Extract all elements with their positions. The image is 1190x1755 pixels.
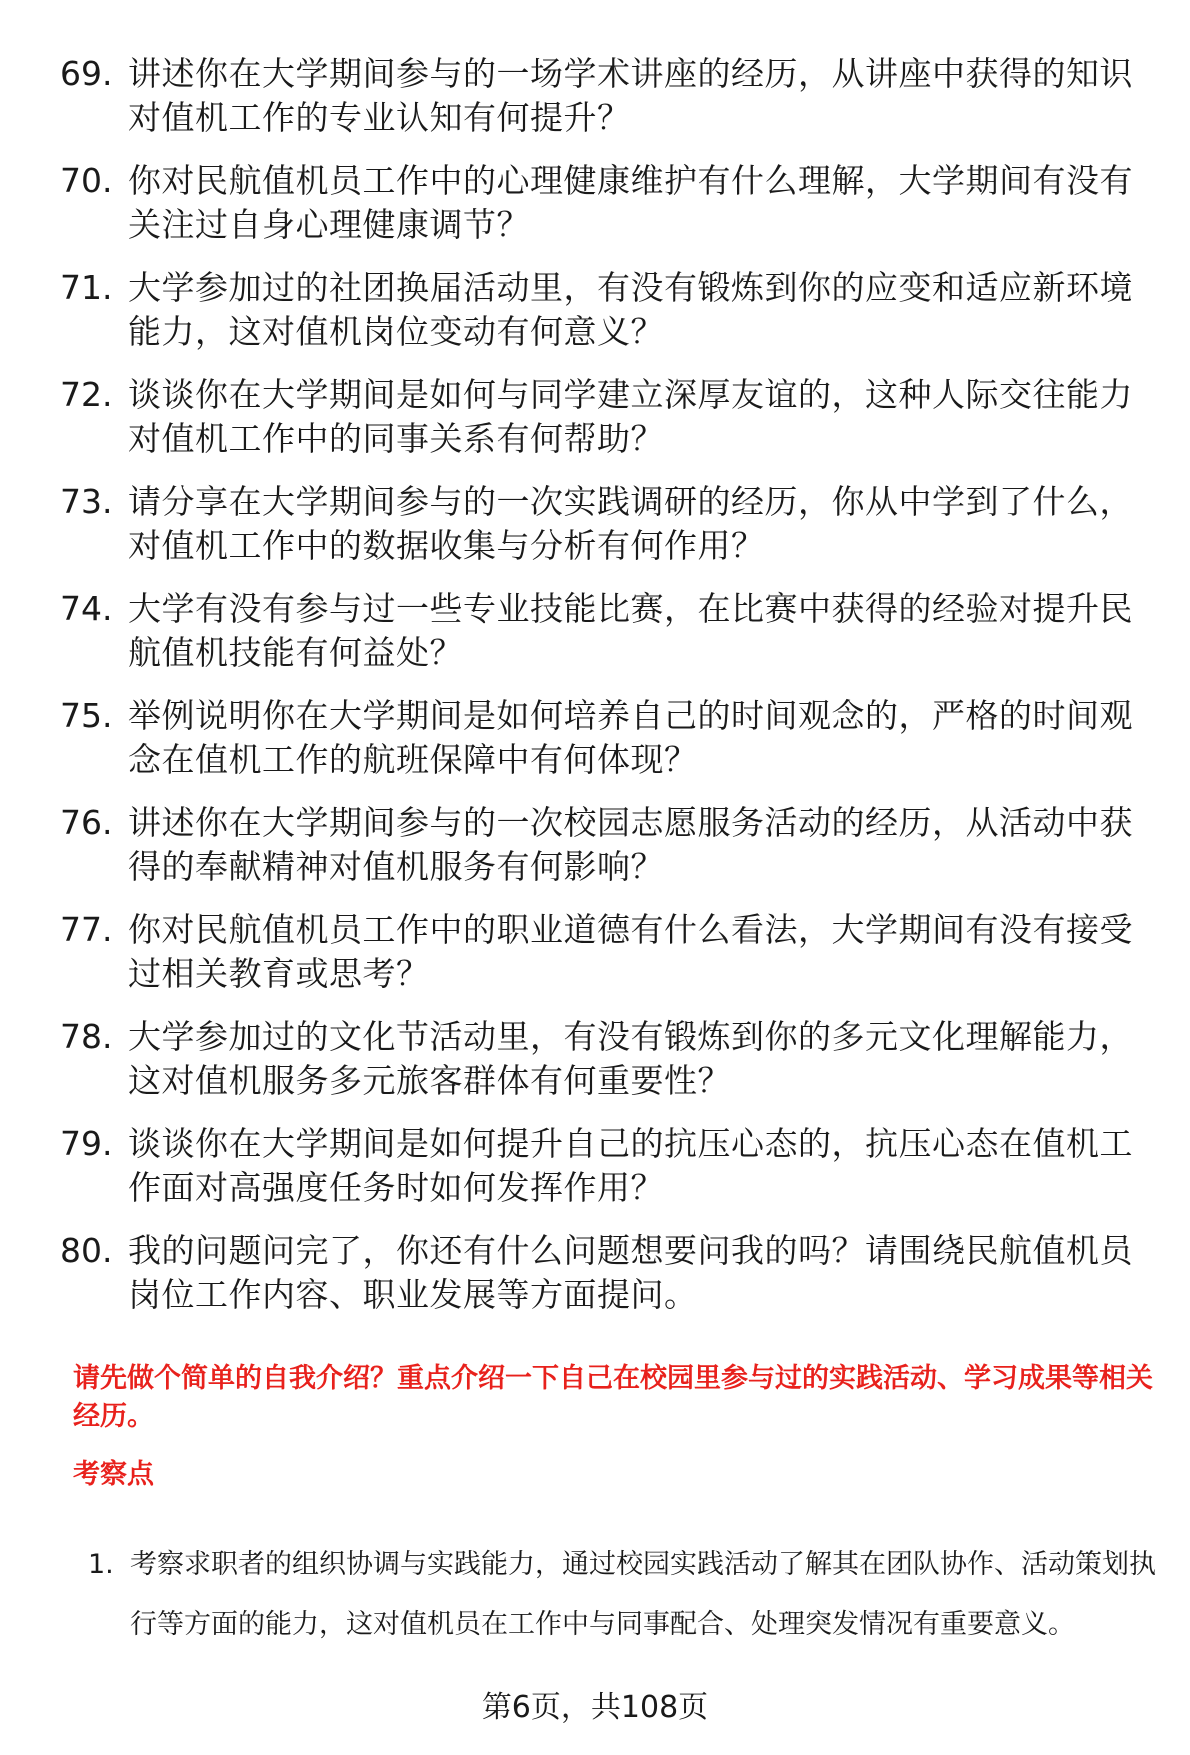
question-number: 80.: [60, 1231, 113, 1270]
list-item: [0, 908, 1190, 1015]
list-item: [0, 480, 1190, 587]
list-item: [0, 1122, 1190, 1229]
question-number: 73.: [60, 482, 113, 521]
question-number: 79.: [60, 1124, 113, 1163]
list-item: [0, 1015, 1190, 1122]
question-text: 举例说明你在大学期间是如何培养自己的时间观念的，严格的时间观念在值机工作的航班保障中有何体现？: [128, 696, 1133, 779]
question-text: 我的问题问完了，你还有什么问题想要问我的吗？请围绕民航值机员岗位工作内容、职业发展等方面提问。: [128, 1231, 1133, 1314]
point-text: 考察求职者的组织协调与实践能力，通过校园实践活动了解其在团队协作、活动策划执行等方面的能力，这对值机员在工作中与同事配合、处理突发情况有重要意义。: [130, 1549, 1156, 1640]
question-text: 大学有没有参与过一些专业技能比赛，在比赛中获得的经验对提升民航值机技能有何益处？: [128, 589, 1133, 672]
section-heading: 考察点: [73, 1459, 154, 1490]
question-text: 你对民航值机员工作中的心理健康维护有什么理解，大学期间有没有关注过自身心理健康调节？: [128, 161, 1133, 244]
list-item: [0, 694, 1190, 801]
question-number: 71.: [60, 268, 113, 307]
question-text: 你对民航值机员工作中的职业道德有什么看法，大学期间有没有接受过相关教育或思考？: [128, 910, 1133, 993]
question-text: 讲述你在大学期间参与的一场学术讲座的经历，从讲座中获得的知识对值机工作的专业认知有何提升？: [128, 54, 1133, 137]
list-item: [0, 52, 1190, 159]
question-number: 74.: [60, 589, 113, 628]
point-number: 1.: [88, 1549, 114, 1580]
question-number: 70.: [60, 161, 113, 200]
question-number: 75.: [60, 696, 113, 735]
list-item: [0, 587, 1190, 694]
list-item: [0, 1229, 1190, 1336]
question-number: 77.: [60, 910, 113, 949]
question-text: 大学参加过的文化节活动里，有没有锻炼到你的多元文化理解能力，这对值机服务多元旅客群体有何重要性？: [128, 1017, 1133, 1100]
question-number: 76.: [60, 803, 113, 842]
list-item: [0, 373, 1190, 480]
list-item: [0, 801, 1190, 908]
question-text: 谈谈你在大学期间是如何与同学建立深厚友谊的，这种人际交往能力对值机工作中的同事关系有何帮助？: [128, 375, 1133, 458]
question-text: 讲述你在大学期间参与的一次校园志愿服务活动的经历，从活动中获得的奉献精神对值机服务有何影响？: [128, 803, 1133, 886]
question-text: 大学参加过的社团换届活动里，有没有锻炼到你的应变和适应新环境能力，这对值机岗位变动有何意义？: [128, 268, 1133, 351]
question-number: 78.: [60, 1017, 113, 1056]
question-list: [0, 52, 1190, 1336]
question-number: 72.: [60, 375, 113, 414]
page-footer: 第6页，共108页: [481, 1690, 709, 1725]
list-item: [0, 266, 1190, 373]
question-number: 69.: [60, 54, 113, 93]
question-text: 谈谈你在大学期间是如何提升自己的抗压心态的，抗压心态在值机工作面对高强度任务时如何发挥作用？: [128, 1124, 1133, 1207]
question-text: 请分享在大学期间参与的一次实践调研的经历，你从中学到了什么，对值机工作中的数据收集与分析有何作用？: [128, 482, 1133, 565]
list-item: [0, 159, 1190, 266]
highlight-question: 请先做个简单的自我介绍？重点介绍一下自己在校园里参与过的实践活动、学习成果等相关经历。: [73, 1363, 1153, 1432]
